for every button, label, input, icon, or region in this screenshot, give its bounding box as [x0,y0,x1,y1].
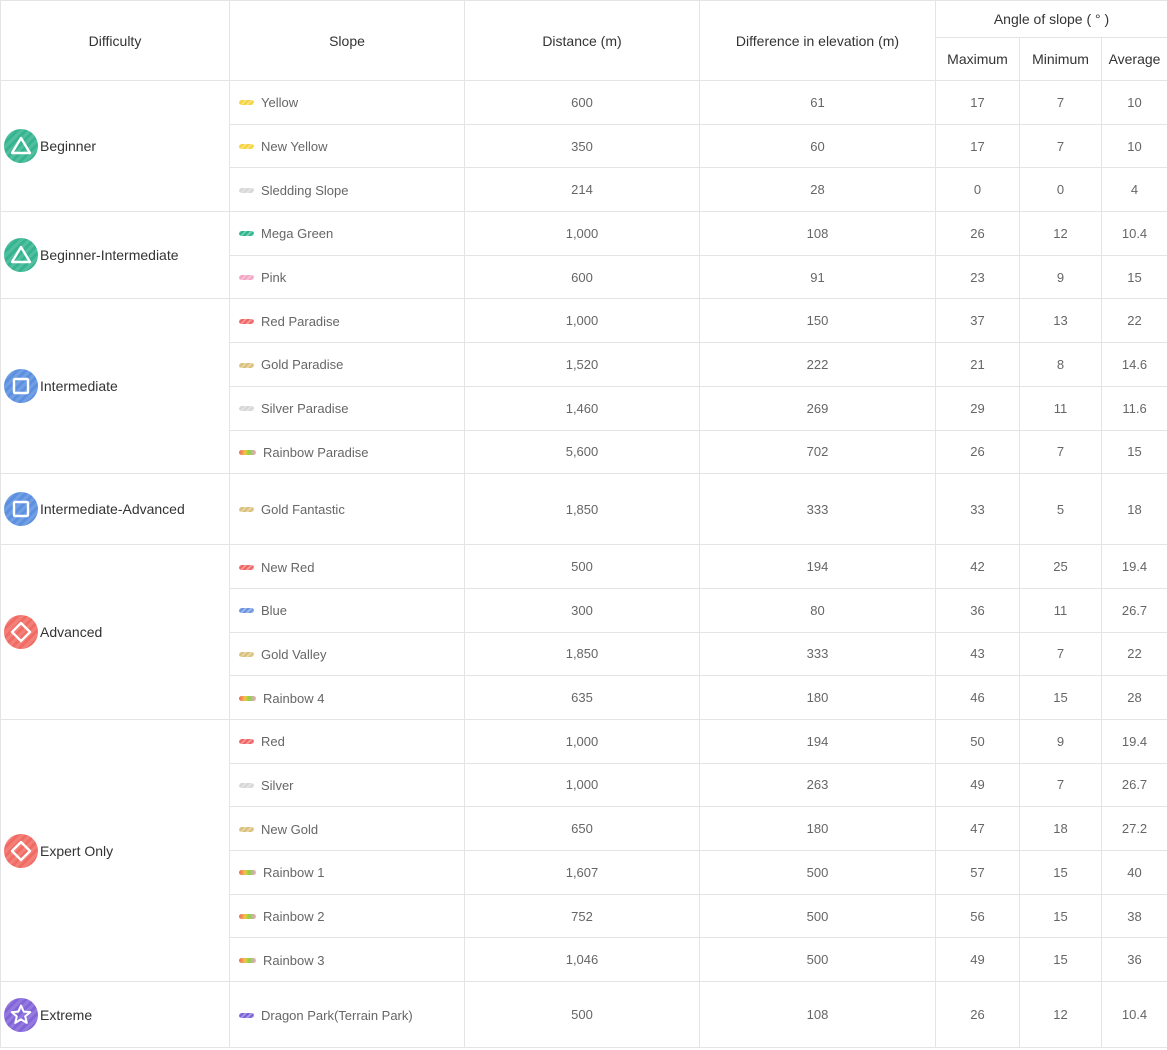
angle-max-cell: 56 [936,894,1020,938]
angle-avg-cell: 11.6 [1102,386,1167,430]
angle-avg-cell: 14.6 [1102,343,1167,387]
distance-cell: 1,607 [465,851,700,895]
difficulty-cell [1,719,230,981]
slope-cell [230,343,465,387]
table-row [1,982,1167,1048]
slope-cell [230,255,465,299]
angle-min-cell: 18 [1020,807,1102,851]
slope-name: Gold Valley [261,646,327,662]
difficulty-cell [1,299,230,474]
slope-cell [230,719,465,763]
header-minimum: Minimum [1020,38,1102,81]
angle-max-cell: 23 [936,255,1020,299]
elevation-cell: 60 [700,124,936,168]
angle-min-cell: 15 [1020,894,1102,938]
distance-cell: 600 [465,81,700,125]
angle-max-cell: 17 [936,124,1020,168]
distance-cell: 300 [465,588,700,632]
header-row-top [1,1,1167,38]
slope-cell [230,894,465,938]
distance-cell: 1,850 [465,474,700,545]
distance-cell: 1,000 [465,719,700,763]
angle-max-cell: 57 [936,851,1020,895]
rainbow-swatch-icon [239,914,256,919]
slope-name: New Yellow [261,139,328,155]
blue-swatch-icon [239,608,254,613]
angle-min-cell: 15 [1020,676,1102,720]
rainbow-swatch-icon [239,958,256,963]
angle-max-cell: 33 [936,474,1020,545]
slope-cell [230,588,465,632]
slope-cell [230,545,465,589]
slope-name: Mega Green [261,226,334,242]
slope-name: Gold Fantastic [261,502,345,518]
star-icon [4,998,38,1032]
angle-avg-cell: 10 [1102,81,1167,125]
difficulty-cell [1,212,230,299]
angle-max-cell: 37 [936,299,1020,343]
angle-min-cell: 7 [1020,763,1102,807]
angle-min-cell: 12 [1020,982,1102,1048]
angle-max-cell: 26 [936,430,1020,474]
header-average: Average [1102,38,1167,81]
angle-avg-cell: 38 [1102,894,1167,938]
elevation-cell: 180 [700,807,936,851]
angle-avg-cell: 27.2 [1102,807,1167,851]
slope-name: Red [261,734,285,750]
slope-name: Blue [261,603,288,619]
slope-name: New Gold [261,821,319,837]
slope-name: Rainbow 4 [263,690,325,706]
header-angle: Angle of slope ( ° ) [936,1,1167,38]
red-swatch-icon [239,319,254,324]
header-slope: Slope [230,1,465,81]
gold-swatch-icon [239,827,254,832]
elevation-cell: 702 [700,430,936,474]
angle-max-cell: 47 [936,807,1020,851]
square-icon [4,492,38,526]
angle-min-cell: 7 [1020,81,1102,125]
distance-cell: 214 [465,168,700,212]
elevation-cell: 222 [700,343,936,387]
angle-min-cell: 9 [1020,255,1102,299]
elevation-cell: 500 [700,894,936,938]
slope-cell [230,807,465,851]
elevation-cell: 28 [700,168,936,212]
elevation-cell: 194 [700,545,936,589]
angle-min-cell: 15 [1020,851,1102,895]
distance-cell: 1,000 [465,212,700,256]
slope-cell [230,676,465,720]
silver-swatch-icon [239,406,254,411]
slope-cell [230,212,465,256]
table-row [1,545,1167,589]
angle-min-cell: 25 [1020,545,1102,589]
difficulty-label: Beginner [40,138,97,155]
elevation-cell: 263 [700,763,936,807]
angle-max-cell: 49 [936,763,1020,807]
angle-max-cell: 49 [936,938,1020,982]
difficulty-label: Intermediate-Advanced [40,501,185,518]
gold-swatch-icon [239,507,254,512]
angle-max-cell: 0 [936,168,1020,212]
distance-cell: 500 [465,545,700,589]
rainbow-swatch-icon [239,696,256,701]
distance-cell: 752 [465,894,700,938]
slope-name: Rainbow 1 [263,865,325,881]
distance-cell: 350 [465,124,700,168]
difficulty-label: Advanced [40,624,103,641]
angle-max-cell: 17 [936,81,1020,125]
angle-avg-cell: 4 [1102,168,1167,212]
angle-max-cell: 29 [936,386,1020,430]
red-swatch-icon [239,565,254,570]
distance-cell: 1,000 [465,763,700,807]
angle-max-cell: 26 [936,212,1020,256]
triangle-icon [4,238,38,272]
slope-name: Rainbow Paradise [263,444,369,460]
angle-avg-cell: 10.4 [1102,212,1167,256]
angle-max-cell: 42 [936,545,1020,589]
angle-min-cell: 13 [1020,299,1102,343]
angle-avg-cell: 18 [1102,474,1167,545]
angle-min-cell: 12 [1020,212,1102,256]
angle-min-cell: 7 [1020,124,1102,168]
slope-name: Silver Paradise [261,401,349,417]
elevation-cell: 80 [700,588,936,632]
difficulty-cell [1,545,230,720]
distance-cell: 1,460 [465,386,700,430]
header-distance: Distance (m) [465,1,700,81]
distance-cell: 1,000 [465,299,700,343]
angle-min-cell: 15 [1020,938,1102,982]
table-row [1,719,1167,763]
rainbow-swatch-icon [239,870,256,875]
angle-avg-cell: 28 [1102,676,1167,720]
slope-cell [230,430,465,474]
difficulty-cell [1,81,230,212]
green-swatch-icon [239,231,254,236]
slope-name: Silver [261,778,294,793]
slope-name: Pink [261,270,287,286]
elevation-cell: 150 [700,299,936,343]
angle-avg-cell: 19.4 [1102,545,1167,589]
yellow-swatch-icon [239,100,254,105]
angle-min-cell: 5 [1020,474,1102,545]
slope-name: Red Paradise [261,313,340,329]
elevation-cell: 180 [700,676,936,720]
angle-avg-cell: 26.7 [1102,763,1167,807]
square-icon [4,369,38,403]
gold-swatch-icon [239,363,254,368]
angle-max-cell: 50 [936,719,1020,763]
slope-name: Dragon Park(Terrain Park) [261,1007,413,1023]
angle-min-cell: 8 [1020,343,1102,387]
angle-avg-cell: 22 [1102,299,1167,343]
header-difficulty: Difficulty [1,1,230,81]
diamond-icon [4,615,38,649]
angle-avg-cell: 19.4 [1102,719,1167,763]
elevation-cell: 61 [700,81,936,125]
angle-min-cell: 7 [1020,632,1102,676]
slope-name: Sledding Slope [261,182,349,198]
difficulty-label: Extreme [40,1006,93,1023]
elevation-cell: 108 [700,212,936,256]
elevation-cell: 333 [700,474,936,545]
slope-cell [230,474,465,545]
angle-max-cell: 43 [936,632,1020,676]
slope-cell [230,386,465,430]
distance-cell: 5,600 [465,430,700,474]
silver-swatch-icon [239,783,254,788]
angle-max-cell: 36 [936,588,1020,632]
table-body [1,81,1167,1048]
slope-cell [230,299,465,343]
slope-cell [230,982,465,1048]
angle-avg-cell: 40 [1102,851,1167,895]
slope-name: Rainbow 3 [263,952,325,968]
slope-name: Rainbow 2 [263,909,325,925]
distance-cell: 600 [465,255,700,299]
angle-min-cell: 9 [1020,719,1102,763]
header-elevation: Difference in elevation (m) [700,1,936,81]
angle-min-cell: 7 [1020,430,1102,474]
elevation-cell: 500 [700,851,936,895]
elevation-cell: 108 [700,982,936,1048]
slope-name: New Red [261,559,315,575]
triangle-icon [4,129,38,163]
angle-max-cell: 26 [936,982,1020,1048]
red-swatch-icon [239,739,254,744]
elevation-cell: 91 [700,255,936,299]
slope-cell [230,938,465,982]
difficulty-label: Expert Only [40,842,114,859]
table-row [1,81,1167,125]
angle-avg-cell: 15 [1102,430,1167,474]
slope-cell [230,168,465,212]
grey-swatch-icon [239,188,254,193]
table-row [1,299,1167,343]
angle-avg-cell: 15 [1102,255,1167,299]
slope-name: Yellow [261,95,299,111]
elevation-cell: 333 [700,632,936,676]
elevation-cell: 269 [700,386,936,430]
table-row [1,212,1167,256]
slope-name: Gold Paradise [261,357,344,373]
angle-avg-cell: 10.4 [1102,982,1167,1048]
angle-avg-cell: 36 [1102,938,1167,982]
elevation-cell: 194 [700,719,936,763]
slope-cell [230,124,465,168]
distance-cell: 650 [465,807,700,851]
table-row [1,474,1167,545]
elevation-cell: 500 [700,938,936,982]
angle-max-cell: 46 [936,676,1020,720]
angle-max-cell: 21 [936,343,1020,387]
angle-min-cell: 0 [1020,168,1102,212]
gold-swatch-icon [239,652,254,657]
slope-cell [230,81,465,125]
diamond-icon [4,834,38,868]
slope-cell [230,851,465,895]
purple-swatch-icon [239,1013,254,1018]
distance-cell: 1,046 [465,938,700,982]
distance-cell: 1,850 [465,632,700,676]
distance-cell: 500 [465,982,700,1048]
angle-avg-cell: 10 [1102,124,1167,168]
angle-min-cell: 11 [1020,588,1102,632]
angle-min-cell: 11 [1020,386,1102,430]
difficulty-cell [1,474,230,545]
rainbow-swatch-icon [239,450,256,455]
pink-swatch-icon [239,275,254,280]
difficulty-label: Intermediate [40,378,118,395]
difficulty-label: Beginner-Intermediate [40,247,179,264]
slope-cell [230,763,465,807]
angle-avg-cell: 22 [1102,632,1167,676]
distance-cell: 1,520 [465,343,700,387]
slope-cell [230,632,465,676]
difficulty-cell [1,982,230,1048]
distance-cell: 635 [465,676,700,720]
yellow-swatch-icon [239,144,254,149]
header-maximum: Maximum [936,38,1020,81]
angle-avg-cell: 26.7 [1102,588,1167,632]
